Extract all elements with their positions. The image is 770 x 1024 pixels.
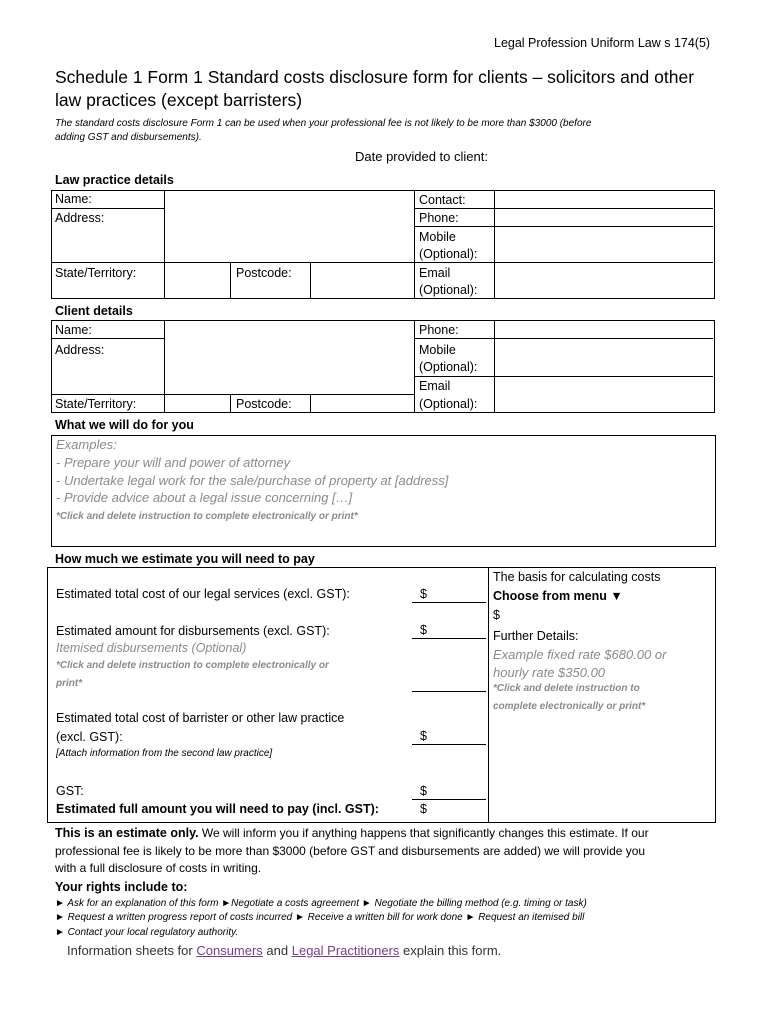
itemised-disbursements: Itemised disbursements (Optional) [56,641,247,655]
legal-services-dollar: $ [420,587,427,601]
rights-heading: Your rights include to: [55,880,188,894]
client-phone-label: Phone: [419,323,459,337]
legislation-reference: Legal Profession Uniform Law s 174(5) [494,36,711,50]
practice-name-label: Name: [55,192,92,206]
practice-state-input[interactable] [165,263,229,297]
client-state-input[interactable] [165,395,229,411]
basis-example-line1: Example fixed rate $680.00 or [493,647,667,662]
practice-phone-label: Phone: [419,211,459,225]
info-sheets-and: and [262,943,292,958]
intro-line1: The standard costs disclosure Form 1 can be used when your professional fee is not likely to be more than $3000 (before [55,118,592,129]
date-provided-label: Date provided to client: [355,149,488,164]
full-amount-input[interactable] [430,801,486,818]
rights-line3: ► Contact your local regulatory authority. [55,927,239,938]
itemised-disbursements-input[interactable] [412,641,486,690]
legal-practitioners-link[interactable]: Legal Practitioners [291,943,400,958]
basis-dropdown[interactable]: Choose from menu ▼ [493,589,623,603]
client-name-input[interactable] [165,321,413,338]
further-details-label: Further Details: [493,629,579,643]
estimate-note-line1 [55,826,649,840]
work-instruction: *Click and delete instruction to complete electronically or print* [56,511,358,522]
further-details-input[interactable] [490,645,713,820]
legal-services-label: Estimated total cost of our legal services (excl. GST): [56,587,350,601]
client-email-optional: (Optional): [419,397,478,411]
basis-instruction-1: *Click and delete instruction to [493,683,640,694]
gst-label: GST: [56,784,84,798]
gst-input[interactable] [430,783,486,799]
info-sheets-line [67,943,501,958]
practice-mobile-label: Mobile [419,230,456,244]
client-mobile-label: Mobile [419,343,456,357]
client-table [51,320,715,413]
barrister-label-line1: Estimated total cost of barrister or other law practice [56,711,345,725]
practice-mobile-input[interactable] [495,227,712,262]
estimate-note-text: We will inform you if anything happens that significantly changes this estimate. If our [198,826,649,840]
law-practice-heading: Law practice details [55,173,174,187]
disbursements-input[interactable] [430,622,486,638]
practice-address-label: Address: [55,211,105,225]
law-practice-table [51,190,715,299]
practice-email-label: Email [419,266,451,280]
form-title-line2: law practices (except barristers) [55,90,303,110]
work-heading: What we will do for you [55,418,194,432]
client-address-input[interactable] [165,339,413,393]
client-name-label: Name: [55,323,92,337]
practice-mobile-optional: (Optional): [419,247,478,261]
barrister-label-line2: (excl. GST): [56,730,123,744]
estimate-note-line2: professional fee is likely to be more than $3000 (before GST and disbursements are added) we will provide you [55,844,646,858]
full-amount-label: Estimated full amount you will need to pay (incl. GST): [56,802,379,816]
client-address-label: Address: [55,343,105,357]
disbursement-instruction-1: *Click and delete instruction to complete electronically or [56,660,329,671]
info-sheets-prefix: Information sheets for [67,943,197,958]
practice-postcode-input[interactable] [311,263,413,297]
basis-dollar: $ [493,608,500,622]
work-example-3: - Provide advice about a legal issue concerning […] [56,490,353,505]
estimate-note-line3: with a full disclosure of costs in writing. [55,861,262,875]
client-postcode-input[interactable] [311,395,413,411]
client-mobile-input[interactable] [495,339,712,376]
client-state-label: State/Territory: [55,397,137,411]
basis-example-line2: hourly rate $350.00 [493,665,606,680]
basis-amount-input[interactable] [503,607,713,623]
practice-address-input[interactable] [165,209,413,261]
practice-contact-label: Contact: [419,193,466,207]
practice-name-input[interactable] [165,191,413,208]
client-mobile-optional: (Optional): [419,360,478,374]
practice-phone-input[interactable] [495,209,712,226]
practice-email-optional: (Optional): [419,283,478,297]
legal-services-input[interactable] [430,586,486,602]
work-examples-label: Examples: [56,437,117,452]
barrister-input[interactable] [430,728,486,744]
estimate-note-bold: This is an estimate only. [55,826,199,840]
work-example-1: - Prepare your will and power of attorney [56,455,291,470]
barrister-dollar: $ [420,729,427,743]
practice-postcode-label: Postcode: [236,266,292,280]
disbursements-label: Estimated amount for disbursements (excl. GST): [56,624,330,638]
basis-title: The basis for calculating costs [493,570,661,584]
rights-line1: ► Ask for an explanation of this form ►Negotiate a costs agreement ► Negotiate the billing method (e.g. timing or task) [55,898,587,909]
practice-state-label: State/Territory: [55,266,137,280]
basis-instruction-2: complete electronically or print* [493,701,646,712]
intro-line2: adding GST and disbursements). [55,132,202,143]
client-email-label: Email [419,379,451,393]
estimate-heading: How much we estimate you will need to pay [55,552,315,566]
disbursements-dollar: $ [420,623,427,637]
client-phone-input[interactable] [495,321,712,338]
client-heading: Client details [55,304,133,318]
barrister-attach-note: [Attach information from the second law practice] [56,748,273,759]
info-sheets-suffix: explain this form. [399,943,502,958]
client-email-input[interactable] [495,377,712,411]
disbursement-instruction-2: print* [56,678,83,689]
client-postcode-label: Postcode: [236,397,292,411]
consumers-link[interactable]: Consumers [196,943,263,958]
form-title-line1: Schedule 1 Form 1 Standard costs disclosure form for clients – solicitors and other [55,67,695,87]
gst-dollar: $ [420,784,427,798]
practice-contact-input[interactable] [495,191,712,208]
rights-line2: ► Request a written progress report of costs incurred ► Receive a written bill for work done ► Request an itemised bill [55,912,585,923]
practice-email-input[interactable] [495,263,712,297]
work-example-2: - Undertake legal work for the sale/purchase of property at [address] [56,473,449,488]
full-amount-dollar: $ [420,802,427,816]
